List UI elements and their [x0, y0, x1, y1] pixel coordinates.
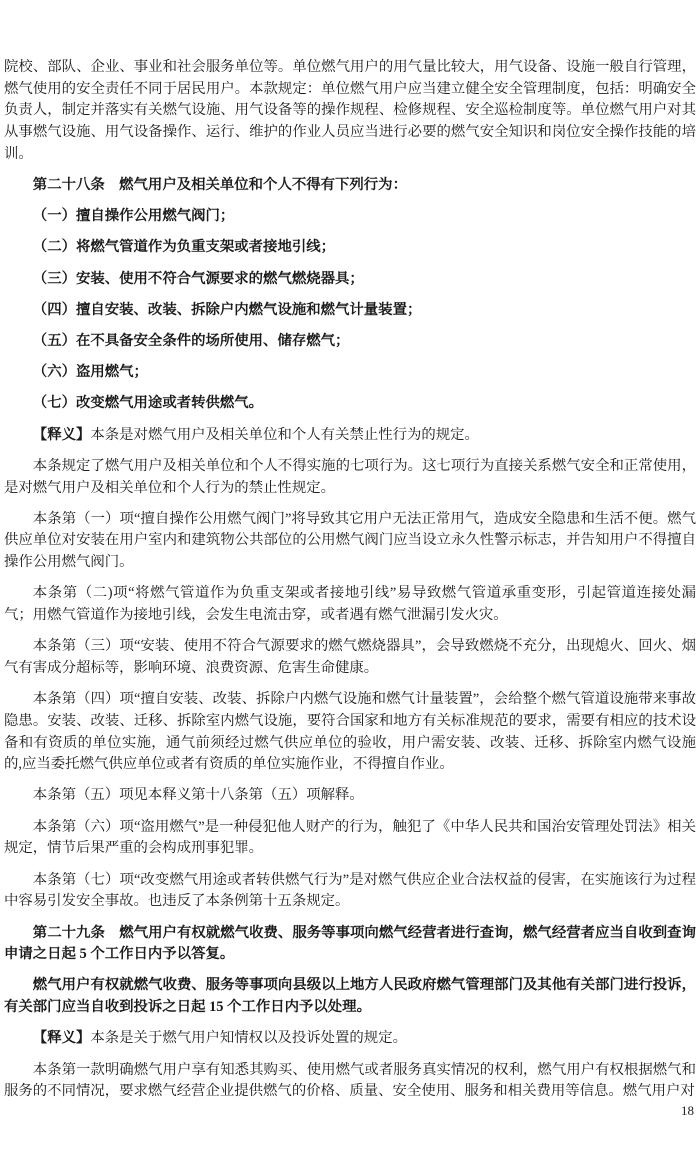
article-28-item-7: （七）改变燃气用途或者转供燃气。	[32, 395, 264, 412]
article-28-item-5: （五）在不具备安全条件的场所使用、储存燃气；	[32, 333, 350, 350]
explanation-28-overview: 本条规定了燃气用户及相关单位和个人不得实施的七项行为。这七项行为直接关系燃气安全和正常使用，是对燃气用户及相关单位和个人行为的禁止性规定。	[4, 457, 696, 496]
article-28-item-1: （一）擅自操作公用燃气阀门；	[32, 208, 235, 225]
shiyi-28-heading	[4, 425, 696, 447]
article-29-para-2: 燃气用户有权就燃气收费、服务等事项向县级以上地方人民政府燃气管理部门及其他有关部门进行投诉，有关部门应当自收到投诉之日起 15 个工作日内予以处理。	[4, 977, 696, 1016]
explanation-28-item-4: 本条第（四）项“擅自安装、改装、拆除户内燃气设施和燃气计量装置”，会给整个燃气管道设施带来事故隐患。安装、改装、迁移、拆除室内燃气设施，要符合国家和地方有关标准规范的要求，需要有相应的技术设备和有资质的单位实施，通气前须经过燃气供应单位的验收，用户需安装、改装、迁移、拆除室内燃气设施的,应当委托燃气供应单位或者有资质的单位实施作业，不得擅自作业。	[4, 691, 696, 773]
article-28-item-2: （二）将燃气管道作为负重支架或者接地引线；	[32, 239, 336, 256]
shiyi-29-text: 本条是关于燃气用户知情权以及投诉处置的规定。	[90, 1030, 407, 1047]
article-28-item-6: （六）盗用燃气；	[32, 364, 148, 381]
page-number: 18	[681, 1103, 694, 1118]
continuation-paragraph: 院校、部队、企业、事业和社会服务单位等。单位燃气用户的用气量比较大，用气设备、设施一般自行管理，燃气使用的安全责任不同于居民用户。本款规定：单位燃气用户应当建立健全安全管理制度，包括：明确安全负责人，制定并落实有关燃气设施、用气设备等的操作规程、检修规程、安全巡检制度等。单位燃气用户对其从事燃气设施、用气设备操作、运行、维护的作业人员应当进行必要的燃气安全知识和岗位安全操作技能的培训。	[4, 59, 696, 162]
article-28-item-4: （四）擅自安装、改装、拆除户内燃气设施和燃气计量装置；	[32, 301, 422, 318]
explanation-28-item-3: 本条第（三）项“安装、使用不符合气源要求的燃气燃烧器具”，会导致燃烧不充分，出现熄火、回火、烟气有害成分超标等，影响环境、浪费资源、危害生命健康。	[4, 638, 696, 676]
explanation-28-item-7: 本条第（七）项“改变燃气用途或者转供燃气行为”是对燃气供应企业合法权益的侵害，在实施该行为过程中容易引发安全事故。也违反了本条例第十五条规定。	[4, 871, 696, 910]
article-28-item-3: （三）安装、使用不符合气源要求的燃气燃烧器具；	[32, 270, 364, 287]
shiyi-label: 【释义】	[32, 1030, 91, 1047]
article-28-heading: 第二十八条 燃气用户及相关单位和个人不得有下列行为：	[32, 177, 407, 194]
article-29-para-1: 第二十九条 燃气用户有权就燃气收费、服务等事项向燃气经营者进行查询，燃气经营者应当自收到查询申请之日起 5 个工作日内予以答复。	[4, 924, 696, 963]
shiyi-29-heading	[4, 1028, 696, 1050]
explanation-28-item-2: 本条第（二)项“将燃气管道作为负重支架或者接地引线”易导致燃气管道承重变形，引起管道连接处漏气；用燃气管道作为接地引线，会发生电流击穿，或者遇有燃气泄漏引发火灾。	[4, 585, 696, 624]
shiyi-label: 【释义】	[32, 426, 91, 443]
explanation-29-para-1: 本条第一款明确燃气用户享有知悉其购买、使用燃气或者服务真实情况的权利，燃气用户有权根据燃气和服务的不同情况，要求燃气经营企业提供燃气的价格、质量、安全使用、服务和相关费用等信息。燃气用户对	[4, 1061, 696, 1100]
explanation-28-item-1: 本条第（一）项“擅自操作公用燃气阀门”将导致其它用户无法正常用气，造成安全隐患和生活不便。燃气供应单位对安装在用户室内和建筑物公共部位的公用燃气阀门应当设立永久性警示标志，并告知用户不得擅自操作公用燃气阀门。	[4, 510, 696, 571]
explanation-28-item-6: 本条第（六）项“盗用燃气”是一种侵犯他人财产的行为，触犯了《中华人民共和国治安管理处罚法》相关规定，情节后果严重的会构成刑事犯罪。	[4, 818, 696, 857]
explanation-28-item-5: 本条第（五）项见本释义第十八条第（五）项解释。	[32, 787, 364, 804]
shiyi-28-text: 本条是对燃气用户及相关单位和个人有关禁止性行为的规定。	[90, 426, 479, 443]
